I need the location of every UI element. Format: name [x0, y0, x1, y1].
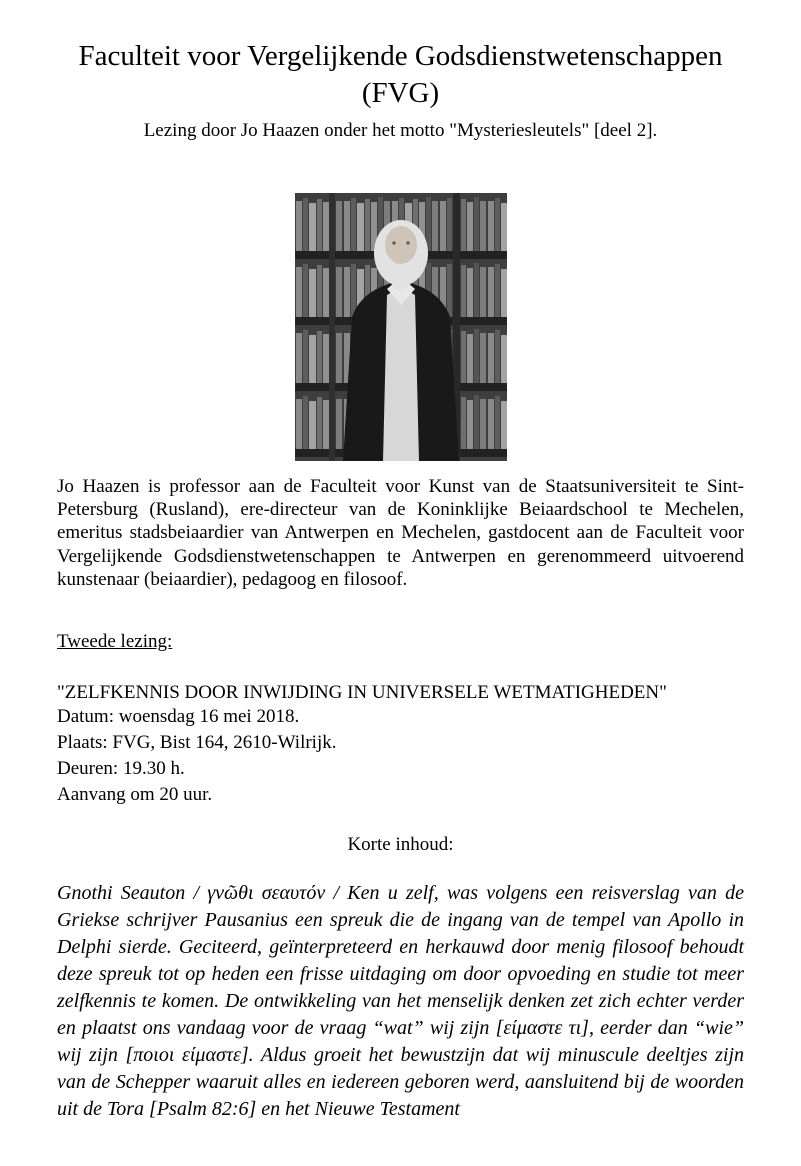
start-line: Aanvang om 20 uur.: [57, 784, 213, 806]
second-lecture-label: [57, 631, 744, 653]
page-title-line1: Faculteit voor Vergelijkende Godsdienstwetenschappen: [78, 40, 723, 72]
bookshelf-portrait-illustration: [295, 193, 507, 461]
second-lecture-label-text: Tweede lezing:: [57, 630, 173, 652]
page-title-line2: (FVG): [361, 77, 440, 110]
doors-line: Deuren: 19.30 h.: [57, 758, 185, 780]
summary-paragraph: Gnothi Seauton / γνῶθι σεαυτόν / Ken u zelf, was volgens een reisverslag van de Griekse schrijver Pausanius een spreuk die de ingang van de tempel van Apollo in Delphi sierde. Geciteerd, geïnterpreteerd en herkauwd door menig filosoof behoudt deze spreuk tot op heden een frisse uitdaging om door opvoeding en studie tot meer zelfkennis te komen. De ontwikkeling van het menselijk denken zet zich echter verder en plaatst ons vandaag voor de vraag “wat” wij zijn [είμαστε τι], eerder dan “wie” wij zijn [ποιοι είμαστε]. Aldus groeit het bewustzijn dat wij minuscule deeltjes zijn van de Schepper waaruit alles en iedereen geboren werd, aansluitend bij de woorden uit de Tora [Psalm 82:6] en het Nieuwe Testament: [57, 882, 744, 1121]
portrait-photo: [57, 193, 744, 461]
summary-heading: Korte inhoud:: [347, 834, 454, 856]
lecture-title: "ZELFKENNIS DOOR INWIJDING IN UNIVERSELE WETMATIGHEDEN": [57, 681, 667, 703]
date-line: Datum: woensdag 16 mei 2018.: [57, 706, 300, 728]
page-title: [57, 38, 744, 112]
location-line: Plaats: FVG, Bist 164, 2610-Wilrijk.: [57, 732, 337, 754]
bio-paragraph: Jo Haazen is professor aan de Faculteit voor Kunst van de Staatsuniversiteit te Sint-Petersburg (Rusland), ere-directeur van de Koninklijke Beiaardschool te Mechelen, emeritus stadsbeiaardier van Antwerpen en Mechelen, gastdocent aan de Faculteit voor Vergelijkende Godsdienstwetenschappen te Antwerpen en gerenommeerd uitvoerend kunstenaar (beiaardier), pedagoog en filosoof.: [57, 476, 744, 590]
lecture-subtitle: Lezing door Jo Haazen onder het motto "Mysteriesleutels" [deel 2].: [143, 120, 658, 142]
lecture-details: [57, 704, 744, 808]
